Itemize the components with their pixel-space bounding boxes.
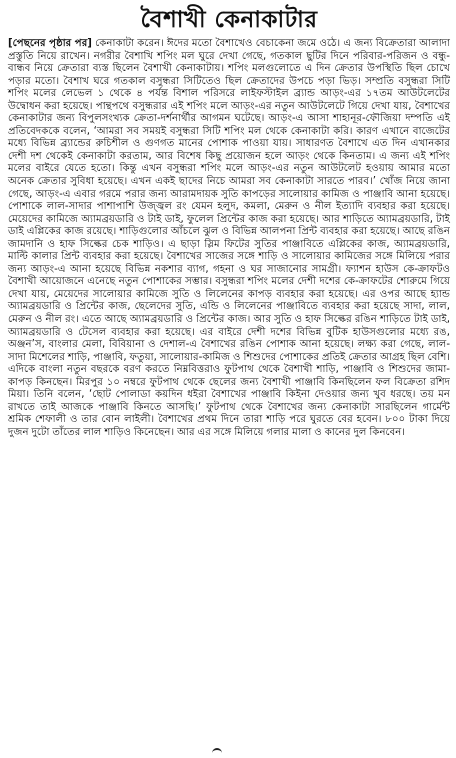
- article-body: [8, 38, 450, 440]
- article-headline: বৈশাখী কেনাকাটার: [140, 6, 318, 33]
- page-end-mark: [212, 748, 222, 758]
- continuation-label: [পেছনের পৃষ্ঠার পর]: [8, 38, 92, 49]
- article-body-text: কেনাকাটা করেন। ঈদের মতো বৈশাখেও বেচাকেনা জমে ওঠে। এ জন্য বিক্রেতারা আলাদা প্রস্তুতি নিয়ে রাখেন। নগরীর বৈশাখি শপিং মল ঘুরে দেখা গেছে, গতকাল ছুটির দিনে পরিবার-পরিজন ও বন্ধু-বান্ধব নিয়ে ক্রেতারা ব্যস্ত ছিলেন বৈশাখী কেনাকাটায়। শপিং মলগুলোতে এ দিন ক্রেতার উপস্থিতি ছিল চোখে পড়ার মতো। বৈশাখ ঘরে গতকাল বসুন্ধরা সিটিতেও ছিল ক্রেতাদের উপচে পড়া ভিড়। সম্প্রতি বসুন্ধরা সিটি শপিং মলের লেভেল ১ থেকে ৪ পর্যন্ত বিশাল পরিসরে লাইফস্টাইল ব্র্যান্ড আড়ং-এর ১৭তম আউটলেটের উদ্বোধন করা হয়েছে। পান্থপথে বসুন্ধরার এই শপিং মলে আড়ং-এর নতুন আউটলেটে গিয়ে দেখা যায়, বৈশাখের কেনাকাটার জন্য বিপুলসংখ্যক ক্রেতা-দর্শনার্থীর আগমন ঘটেছে। আড়ং-এ আসা শাহানূর-ফৌজিয়া দম্পতি এই প্রতিবেদককে বলেন, ‘আমরা সব সময়ই বসুন্ধরা সিটি শপিং মল থেকে কেনাকাটা করি। কারণ এখানে বাজেটের মধ্যে বিভিন্ন ব্র্যান্ডের রুচিশীল ও গুণগত মানের পোশাক পাওয়া যায়। সাধারণত বৈশাখে এত দিন এখানকার দেশী দশ থেকেই কেনাকাটা করতাম, আর বিশেষ কিছু প্রয়োজন হলে আড়ং থেকে কিনতাম। এ জন্য এই শপিং মলের বাইরে যেতে হতো। কিন্তু এখন বসুন্ধরা শপিং মলে আড়ং-এর নতুন আউটলেট হওয়ায় আমার মতো অনেক ক্রেতার সুবিধা হয়েছে। এখন একই ছাদের নিচে আমরা সব কেনাকাটা সারতে পারব।’ খোঁজ নিয়ে জানা গেছে, আড়ং-এ এবার গরমে পরার জন্য আরামদায়ক সুতি কাপড়ের সালোয়ার কামিজ ও পাঞ্জাবি আনা হয়েছে। পোশাকে লাল-সাদার পাশাপাশি উজ্জ্বল রং যেমন হলুদ, কমলা, মেরুন ও নীল ইত্যাদি ব্যবহার করা হয়েছে। মেয়েদের কামিজে অ্যামব্রয়ডারি ও টাই ডাই, ফুলেল প্রিন্টের কাজ করা হয়েছে। আর শাড়িতে অ্যামব্রয়ডারি, টাই ডাই এপ্লিকের কাজ রয়েছে। শাড়িগুলোর আঁচলে ঝুল ও বিভিন্ন আলপনা প্রিন্ট ব্যবহার করা হয়েছে। আছে রঙিন জামদানি ও হাফ সিল্কের চেক শাড়িও। এ ছাড়া স্লিম ফিটের সুতির পাঞ্জাবিতে এপ্লিকের কাজ, অ্যামব্রয়ডারি, মাল্টি কালার প্রিন্ট ব্যবহার করা হয়েছে। বৈশাখের সাজের সঙ্গে শাড়ি ও সালোয়ার কামিজের সঙ্গে মিলিয়ে পরার জন্য আড়ং-এ আনা হয়েছে বিভিন্ন নকশার ব্যাগ, গহনা ও ঘর সাজানোর সামগ্রী। ফ্যাশন হাউস কে-ক্রাফটও বৈশাখী আয়োজনে এনেছে নতুন পোশাকের সম্ভার। বসুন্ধরা শপিং মলের দেশী দশের কে-ক্রাফটের শোরুমে গিয়ে দেখা যায়, মেয়েদের সালোয়ার কামিজে সুতি ও লিলেনের কাপড় ব্যবহার করা হয়েছে। এর ওপর আছে হ্যান্ড অ্যামব্রয়ডারি ও প্রিন্টের কাজ, ছেলেদের সুতি, এন্ডি ও লিলেনের পাঞ্জাবিতে ব্যবহার করা হয়েছে সাদা, লাল, মেরুন ও নীল রং। এতে আছে অ্যামব্রয়ডারি ও প্রিন্টের কাজ। আর সুতি ও হাফ সিল্কের রঙিন শাড়িতে টাই ডাই, অ্যামব্রয়ডারি ও টেসেল ব্যবহার করা হয়েছে। এর বাইরে দেশী দশের বিভিন্ন বুটিক হাউসগুলোর মধ্যে রঙ, অঞ্জন’স, বাংলার মেলা, বিবিয়ানা ও দেশাল-এ বৈশাখের রঙিন পোশাক আনা হয়েছে। লক্ষ্য করা গেছে, লাল-সাদা মিশেলের শাড়ি, পাঞ্জাবি, ফতুয়া, সালোয়ার-কামিজ ও শিশুদের পোশাকের প্রতিই ক্রেতার আগ্রহ ছিল বেশি। এদিকে বাংলা নতুন বছরকে বরণ করতে নিম্নবিত্তরাও ফুটপাথ থেকে বৈশাখী শাড়ি, পাঞ্জাবি ও শিশুদের জামা-কাপড় কিনছেন। মিরপুর ১০ নম্বরে ফুটপাথ থেকে ছেলের জন্য বৈশাখী পাঞ্জাবি কিনছিলেন ফল বিক্রেতা রশিদ মিয়া। তিনি বলেন, ‘ছোট পোলাডা কয়দিন ধইরা বৈশাখের পাঞ্জাবি কিইনা দেওয়ার জন্য খুব ধরছে। তয় মন রাখতে তাই আজকে পাঞ্জাবি কিনতে আসছি।’ ফুটপাথ থেকে বৈশাখের জন্য কেনাকাটা সারছিলেন গার্মেন্ট শ্রমিক শেফালী ও তার বোন লাইলী। বৈশাখের প্রথম দিনে তারা শাড়ি পরে ঘুরতে বের হবেন। ৮০০ টাকা দিয়ে দুজন দুটো তাঁতের লাল শাড়িও কিনেছেন। আর এর সঙ্গে মিলিয়ে গলার মালা ও কানের দুল কিনবেন।: [8, 38, 450, 438]
